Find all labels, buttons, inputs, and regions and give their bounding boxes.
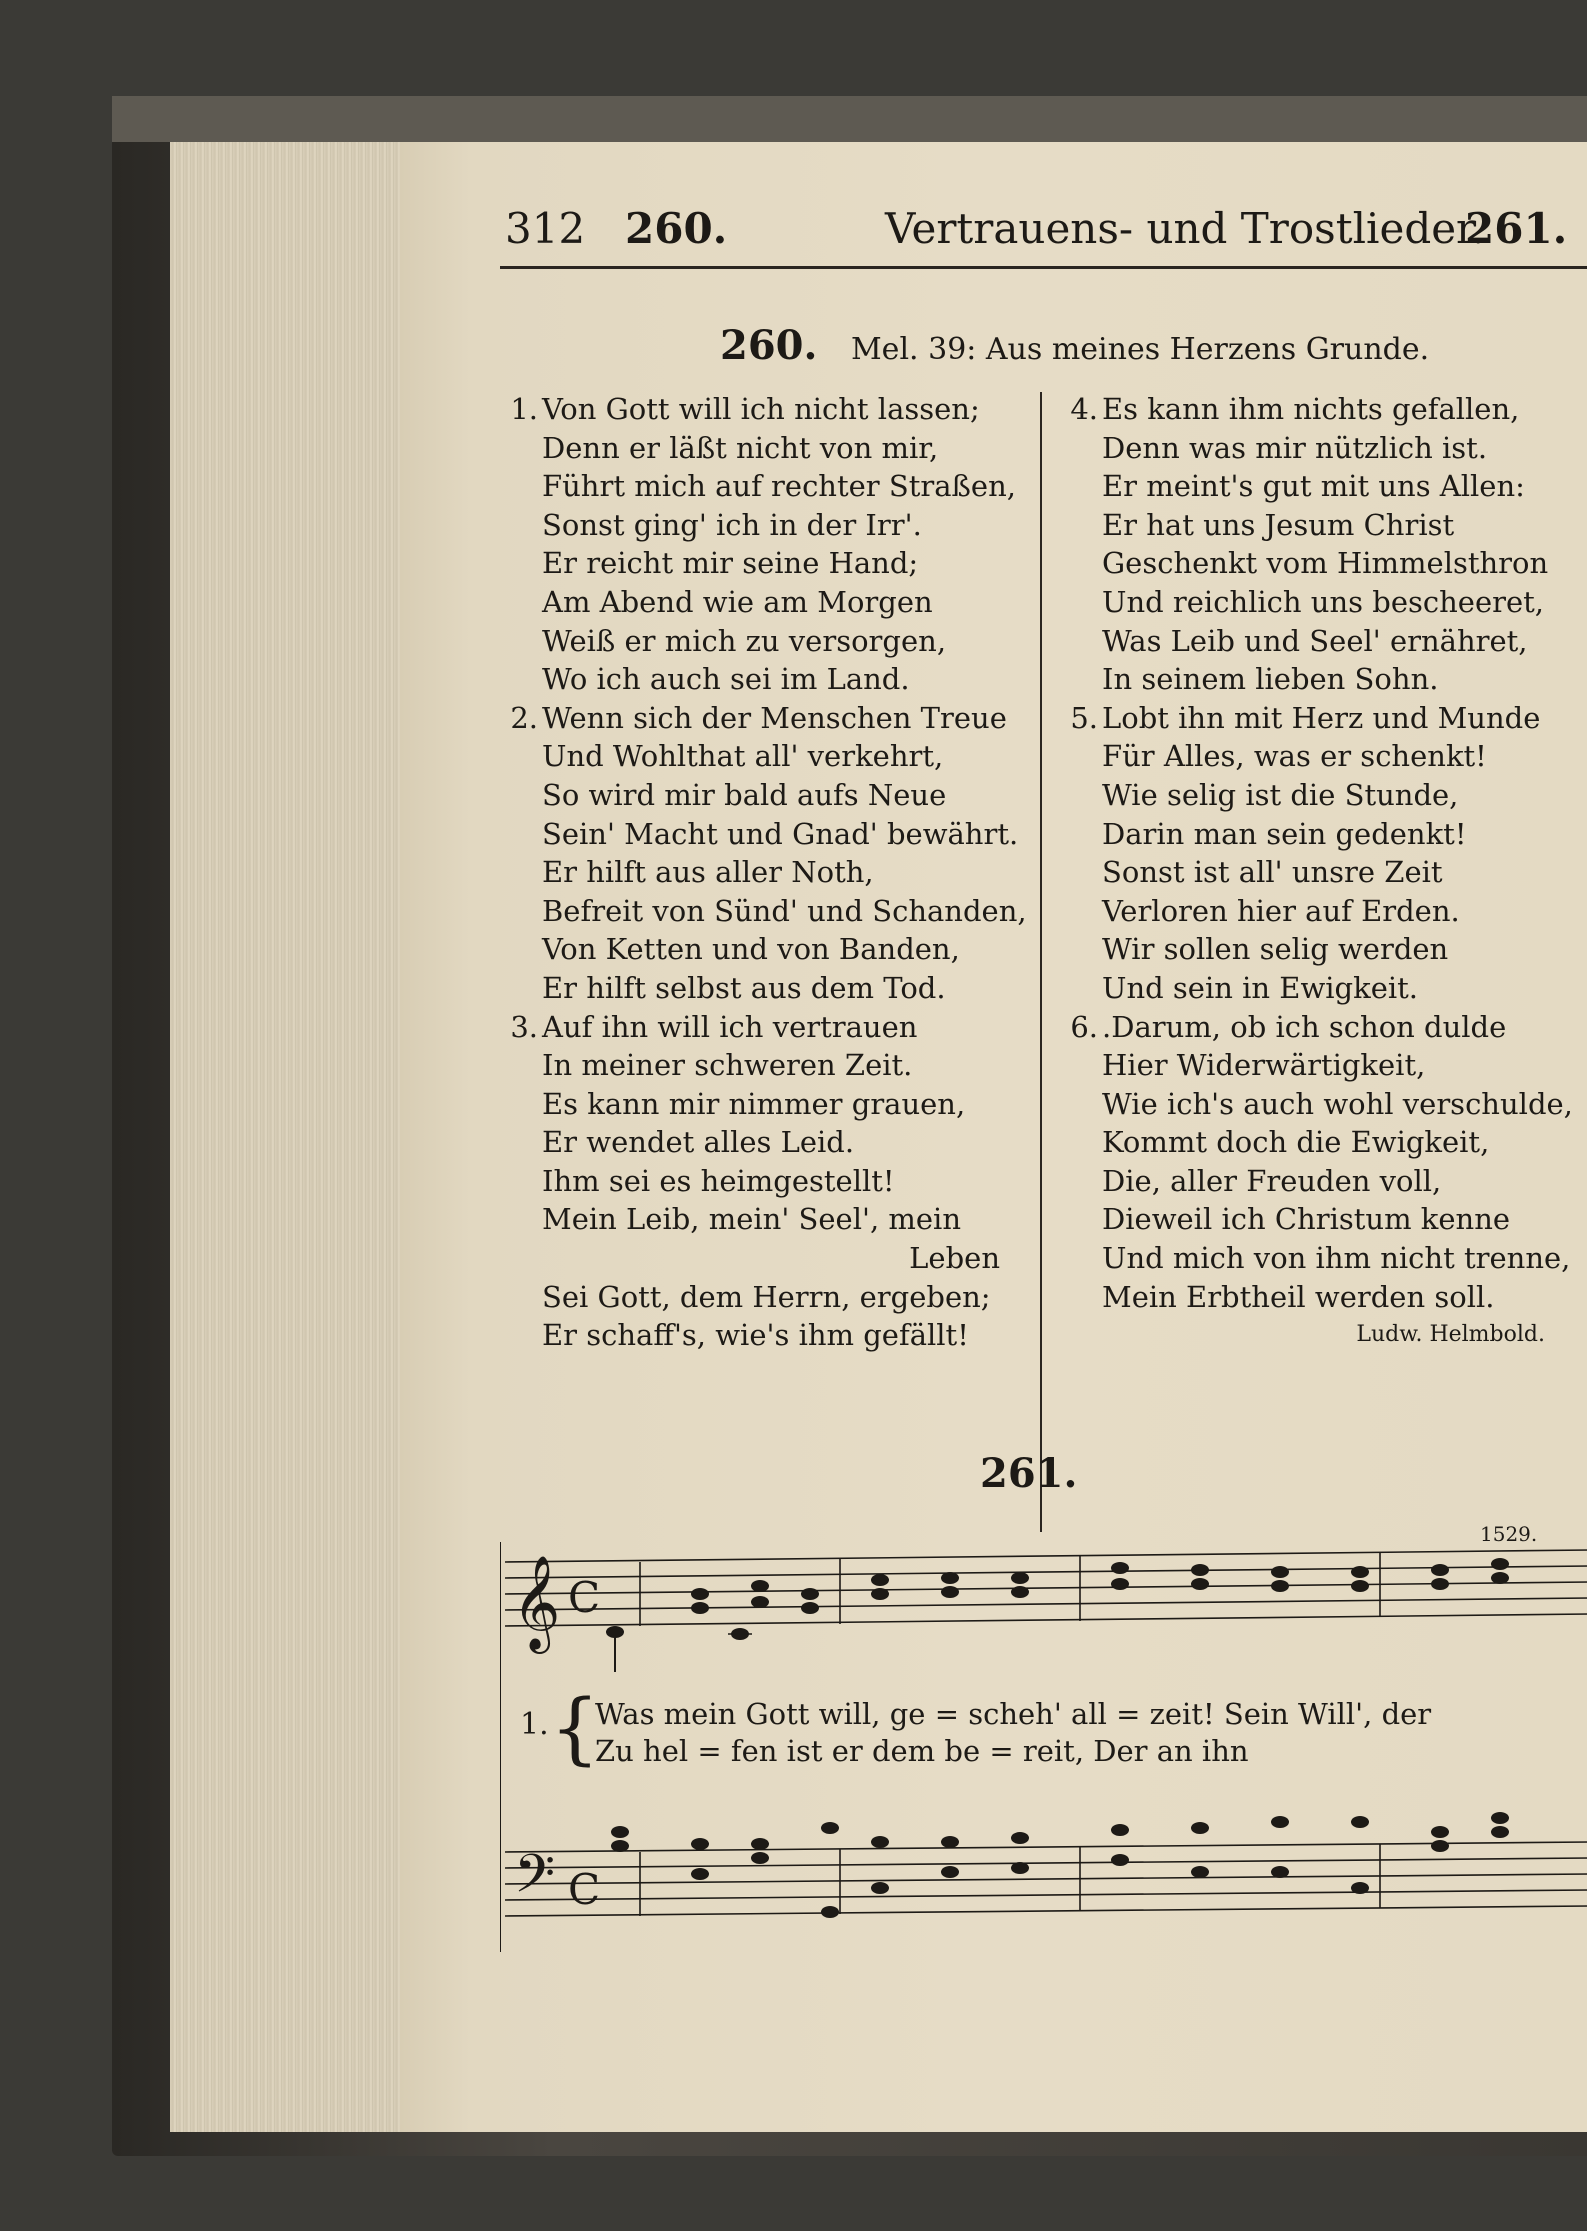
verse-text: Mein Leib, mein' Seel', mein [542, 1202, 962, 1237]
verse-line [500, 1162, 1040, 1201]
verse-line [1060, 1162, 1570, 1201]
verse-text: Wie selig ist die Stunde, [1102, 777, 1459, 812]
verse-line [500, 1008, 1040, 1047]
verse-line [1060, 1278, 1570, 1317]
verse-line [1060, 930, 1570, 969]
page-number: 312 [505, 204, 586, 253]
running-header [505, 204, 1568, 274]
verse-text: Es kann mir nimmer grauen, [542, 1086, 966, 1121]
treble-staff [505, 1550, 1587, 1626]
book-page [400, 142, 1587, 2132]
verse-line [1060, 1046, 1570, 1085]
verse-number: 4. [1070, 392, 1098, 426]
verse-line [500, 622, 1040, 661]
verse-line [500, 467, 1040, 506]
verse-line [1060, 622, 1570, 661]
verse-line [1060, 660, 1570, 699]
column-divider [1040, 392, 1042, 1532]
verse-line [500, 699, 1040, 738]
verse-text: .Darum, ob ich schon dulde [1102, 1009, 1507, 1044]
verse-text: Ihm sei es heimgestellt! [542, 1163, 895, 1198]
header-left-hymn-number: 260. [625, 204, 728, 253]
hymn-260-author: Ludw. Helmbold. [1356, 1322, 1545, 1348]
header-title: Vertrauens- und Trostlieder. [885, 204, 1485, 253]
verse-text: Er hat uns Jesum Christ [1102, 507, 1455, 542]
verse-text: Er schaff's, wie's ihm gefällt! [542, 1318, 969, 1353]
verse-text: Er meint's gut mit uns Allen: [1102, 469, 1525, 504]
verse-line [500, 815, 1040, 854]
verse-text: Geschenkt vom Himmelsthron [1102, 546, 1549, 581]
verse-text: Er hilft selbst aus dem Tod. [542, 970, 946, 1005]
verse-text: Was Leib und Seel' ernähret, [1102, 623, 1528, 658]
lyrics-brace: { [550, 1684, 600, 1774]
common-time-icon: C [568, 1573, 601, 1622]
verse-line [1060, 776, 1570, 815]
verse-line [500, 853, 1040, 892]
verse-text: Hier Widerwärtigkeit, [1102, 1048, 1426, 1083]
verse-text: Sonst ging' ich in der Irr'. [542, 507, 922, 542]
verse-line [1060, 1085, 1573, 1124]
verse-line [1060, 737, 1570, 776]
hymn-261-number: 261. [980, 1450, 1078, 1497]
verse-text: Und Wohlthat all' verkehrt, [542, 739, 944, 774]
verse-text: Er wendet alles Leid. [542, 1125, 855, 1160]
verse-line [500, 1085, 1040, 1124]
verse-text: Die, aller Freuden voll, [1102, 1163, 1442, 1198]
verse-text: Leben [909, 1241, 1000, 1276]
verse-text: Und reichlich uns bescheeret, [1102, 584, 1545, 619]
verse-line [1060, 853, 1570, 892]
verse-text: Darin man sein gedenkt! [1102, 816, 1467, 851]
verse-text: Denn er läßt nicht von mir, [542, 430, 939, 465]
hymn-260-number: 260. [720, 322, 818, 369]
verse-line [500, 1278, 1040, 1317]
verse-line [1060, 1123, 1570, 1162]
verse-line [1060, 429, 1570, 468]
book-cover-top-edge [112, 96, 1587, 142]
verse-line [1060, 892, 1570, 931]
verse-text: Wo ich auch sei im Land. [542, 662, 910, 697]
bass-staff [505, 1842, 1587, 1916]
verse-text: Und mich von ihm nicht trenne, [1102, 1241, 1571, 1276]
verse-line [1060, 699, 1570, 738]
verse-line [500, 1046, 1040, 1085]
verse-line [1060, 506, 1570, 545]
hymn-260-melody: Mel. 39: Aus meines Herzens Grunde. [850, 332, 1430, 367]
verse-line [500, 969, 1040, 1008]
verse-text: Mein Erbtheil werden soll. [1102, 1279, 1495, 1314]
verse-line [500, 429, 1040, 468]
verse-text: Für Alles, was er schenkt! [1102, 739, 1487, 774]
verse-text: Dieweil ich Christum kenne [1102, 1202, 1511, 1237]
verse-line [500, 1316, 1040, 1355]
verse-text: Lobt ihn mit Herz und Munde [1102, 700, 1541, 735]
verse-text: Wenn sich der Menschen Treue [542, 700, 1007, 735]
verse-text: Denn was mir nützlich ist. [1102, 430, 1488, 465]
hymn-261-lyrics-line-1: Was mein Gott will, ge = scheh' all = zeit! Sein Will', der [595, 1697, 1432, 1731]
verse-text: In meiner schweren Zeit. [542, 1048, 913, 1083]
verse-text: Sonst ist all' unsre Zeit [1102, 855, 1443, 890]
verse-text: Weiß er mich zu versorgen, [542, 623, 947, 658]
verse-line [500, 1123, 1040, 1162]
verse-line [500, 776, 1040, 815]
verse-text: Es kann ihm nichts gefallen, [1102, 392, 1520, 426]
verse-line [1060, 1239, 1570, 1278]
verse-line [1060, 969, 1570, 1008]
hymn-260-left-column [500, 390, 1040, 1355]
verse-text: Sein' Macht und Gnad' bewährt. [542, 816, 1019, 851]
verse-line [1060, 1200, 1570, 1239]
verse-line [500, 544, 1040, 583]
header-right-hymn-number: 261. [1465, 204, 1568, 253]
verse-line [500, 930, 1040, 969]
hymn-260-right-column [1060, 390, 1573, 1355]
hymn-261-lyrics-line-2: Zu hel = fen ist er dem be = reit, Der an ihn [595, 1734, 1249, 1768]
verse-line [500, 506, 1040, 545]
verse-text: Auf ihn will ich vertrauen [542, 1009, 918, 1044]
verse-text: Am Abend wie am Morgen [542, 584, 933, 619]
treble-clef-icon: 𝄞 [512, 1555, 561, 1650]
verse-line [1060, 544, 1570, 583]
verse-number: 6. [1070, 1009, 1098, 1044]
bass-clef-icon: 𝄢 [514, 1844, 556, 1918]
verse-line [500, 583, 1040, 622]
verse-number: 5. [1070, 700, 1098, 735]
verse-text: Sei Gott, dem Herrn, ergeben; [542, 1279, 991, 1314]
verse-line [1060, 467, 1570, 506]
verse-text: Führt mich auf rechter Straßen, [542, 469, 1016, 504]
verse-text: Wie ich's auch wohl verschulde, [1102, 1086, 1573, 1121]
hymn-261-year: 1529. [1480, 1522, 1538, 1546]
verse-line [500, 1239, 1040, 1278]
verse-line [500, 660, 1040, 699]
music-score [500, 1542, 1587, 2122]
verse-text: Befreit von Sünd' und Schanden, [542, 893, 1027, 928]
verse-text: Er reicht mir seine Hand; [542, 546, 919, 581]
verse-text: Er hilft aus aller Noth, [542, 855, 874, 890]
verse-line [500, 737, 1040, 776]
hymn-260-heading [720, 322, 1429, 372]
verse-text: Von Ketten und von Banden, [542, 932, 960, 967]
verse-text: Wir sollen selig werden [1102, 932, 1449, 967]
verse-line [500, 390, 1040, 429]
page-edges [170, 142, 410, 2132]
verse-line [500, 1200, 1040, 1239]
header-rule [500, 266, 1587, 269]
verse-line [1060, 390, 1570, 429]
verse-number: 1. [510, 392, 538, 426]
hymn-261-verse-number: 1. [520, 1707, 549, 1742]
verse-number: 3. [510, 1009, 538, 1044]
verse-line [1060, 583, 1570, 622]
verse-text: Verloren hier auf Erden. [1102, 893, 1460, 928]
verse-text: In seinem lieben Sohn. [1102, 662, 1439, 697]
verse-text: Kommt doch die Ewigkeit, [1102, 1125, 1490, 1160]
verse-number: 2. [510, 700, 538, 735]
verse-line [1060, 815, 1570, 854]
verse-line [500, 892, 1040, 931]
verse-text: So wird mir bald aufs Neue [542, 777, 947, 812]
verse-line [1060, 1008, 1570, 1047]
verse-text: Von Gott will ich nicht lassen; [542, 392, 980, 426]
verse-text: Und sein in Ewigkeit. [1102, 970, 1418, 1005]
common-time-icon: C [568, 1865, 601, 1914]
